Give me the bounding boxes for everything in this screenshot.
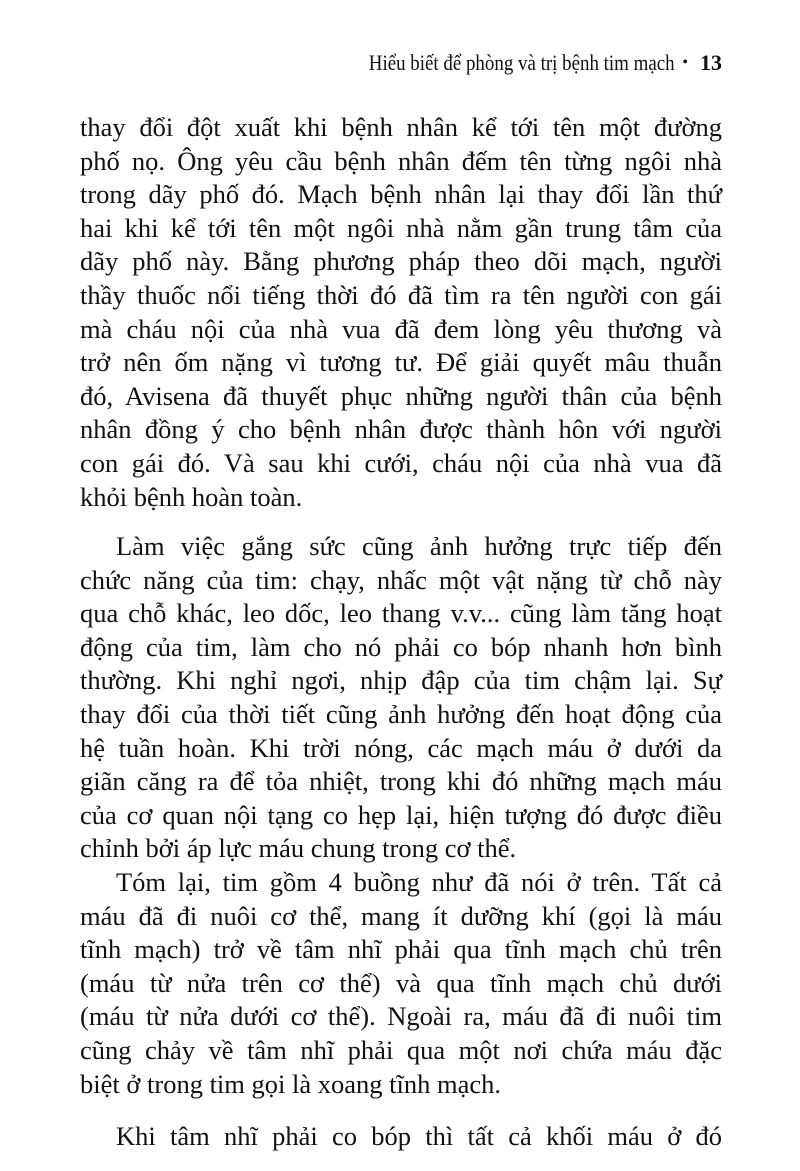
text-line: biệt ở trong tim gọi là xoang tĩnh mạch. <box>80 1068 502 1099</box>
paragraph-2 <box>80 530 722 866</box>
text-line: mà cháu nội của nhà vua đã đem lòng yêu thương và <box>80 313 722 344</box>
text-line: nhân đồng ý cho bệnh nhân được thành hôn với người <box>80 414 722 445</box>
text-line: thay đổi đột xuất khi bệnh nhân kể tới tên một đường <box>80 112 722 142</box>
text-line: cũng chảy về tâm nhĩ phải qua một nơi chứa máu đặc <box>80 1034 722 1065</box>
text-line: dãy phố này. Bằng phương pháp theo dõi mạch, người <box>80 246 722 277</box>
paragraph-4 <box>80 1120 722 1154</box>
text-line: động của tim, làm cho nó phải co bóp nhanh hơn bình <box>80 631 722 662</box>
running-header <box>319 50 722 76</box>
text-line: đó, Avisena đã thuyết phục những người thân của bệnh <box>80 380 722 411</box>
page-number: 13 <box>700 50 722 75</box>
text-line: Làm việc gắng sức cũng ảnh hưởng trực tiếp đến <box>116 531 722 561</box>
paragraph-1 <box>80 111 722 514</box>
text-line: thay đổi của thời tiết cũng ảnh hưởng đến hoạt động của <box>80 698 722 729</box>
book-title: Hiểu biết để phòng và trị bệnh tim mạch <box>368 50 675 75</box>
text-line: qua chỗ khác, leo dốc, leo thang v.v... cũng làm tăng hoạt <box>80 598 722 629</box>
text-line: thầy thuốc nổi tiếng thời đó đã tìm ra tên người con gái <box>80 279 722 310</box>
text-line: khỏi bệnh hoàn toàn. <box>80 481 303 512</box>
text-line: máu đã đi nuôi cơ thể, mang ít dưỡng khí (gọi là máu <box>80 900 722 931</box>
text-line: Khi tâm nhĩ phải co bóp thì tất cả khối máu ở đó <box>116 1121 722 1151</box>
text-line: chỉnh bởi áp lực máu chung trong cơ thể. <box>80 833 517 864</box>
text-line: phố nọ. Ông yêu cầu bệnh nhân đếm tên từng ngôi nhà <box>80 145 722 176</box>
bullet-separator: • <box>682 54 688 71</box>
paragraph-3 <box>80 866 722 1101</box>
text-line: trong dãy phố đó. Mạch bệnh nhân lại thay đổi lần thứ <box>80 179 722 210</box>
text-line: giãn căng ra để tỏa nhiệt, trong khi đó những mạch máu <box>80 766 722 797</box>
text-line: tĩnh mạch) trở về tâm nhĩ phải qua tĩnh mạch chủ trên <box>80 934 722 965</box>
text-line: trở nên ốm nặng vì tương tư. Để giải quyết mâu thuẫn <box>80 347 722 378</box>
text-line: Tóm lại, tim gồm 4 buồng như đã nói ở trên. Tất cả <box>116 867 722 897</box>
text-line: (máu từ nửa trên cơ thể) và qua tĩnh mạch chủ dưới <box>80 967 722 998</box>
text-line: (máu từ nửa dưới cơ thể). Ngoài ra, máu đã đi nuôi tim <box>80 1001 722 1032</box>
text-line: chức năng của tim: chạy, nhấc một vật nặng từ chỗ này <box>80 564 722 595</box>
text-line: hệ tuần hoàn. Khi trời nóng, các mạch máu ở dưới da <box>80 732 722 763</box>
text-line: thường. Khi nghỉ ngơi, nhịp đập của tim chậm lại. Sự <box>80 665 722 696</box>
text-line: của cơ quan nội tạng co hẹp lại, hiện tượng đó được điều <box>80 799 722 830</box>
text-line: hai khi kể tới tên một ngôi nhà nằm gần trung tâm của <box>80 212 722 243</box>
text-line: con gái đó. Và sau khi cưới, cháu nội của nhà vua đã <box>80 447 722 478</box>
